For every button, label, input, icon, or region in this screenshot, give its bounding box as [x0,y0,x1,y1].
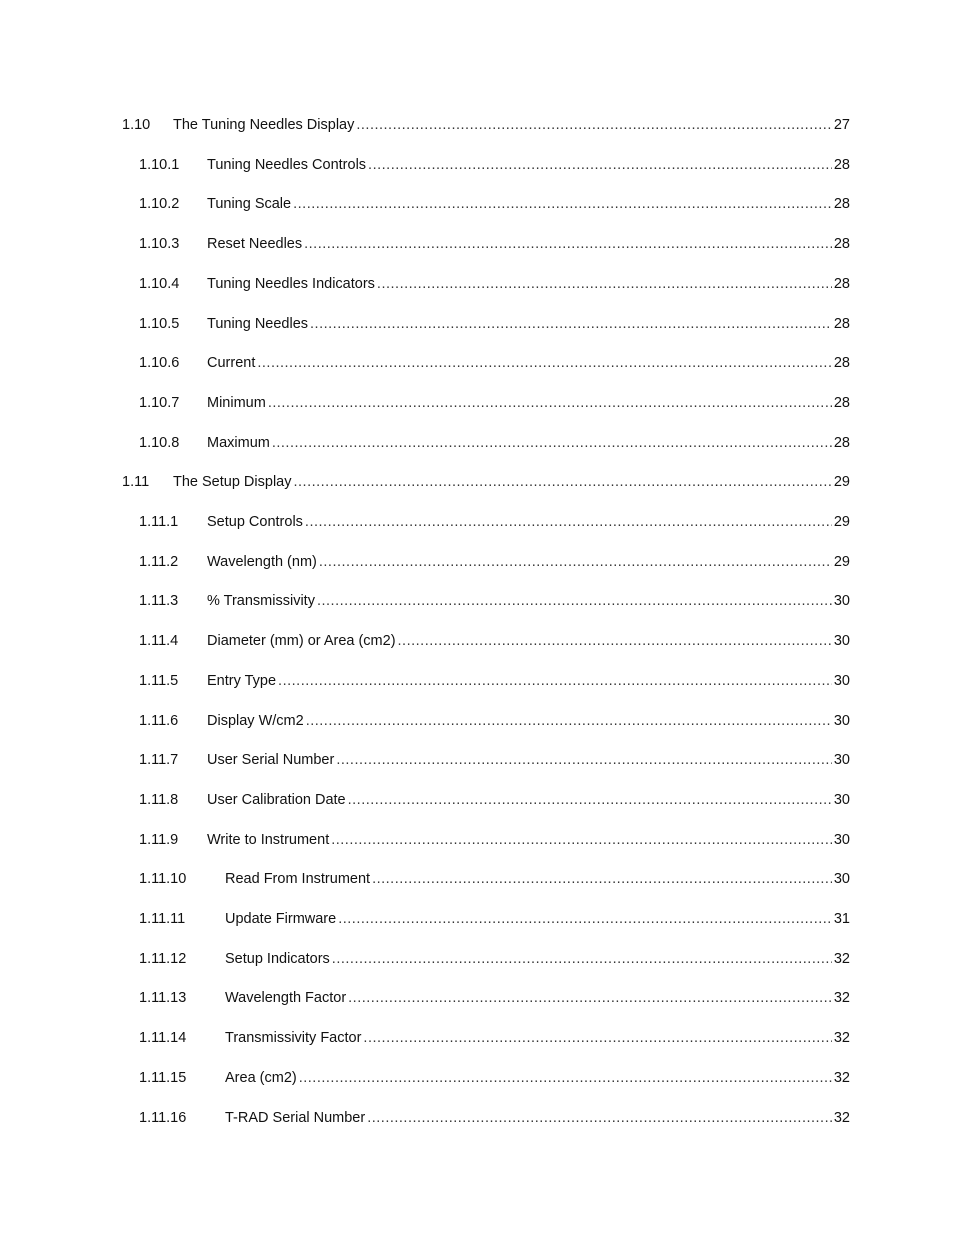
toc-entry[interactable] [0,947,954,971]
toc-entry-title: Read From Instrument [225,867,372,891]
toc-dot-leader [372,867,832,891]
toc-entry[interactable] [0,153,954,177]
toc-entry-line [207,510,850,534]
toc-entry[interactable] [0,1026,954,1050]
toc-entry-number: 1.11.15 [139,1069,187,1086]
toc-entry-page-number: 28 [833,275,850,292]
toc-dot-leader [338,907,832,931]
toc-dot-leader [398,629,832,653]
toc-entry-title: Write to Instrument [207,828,331,852]
toc-entry-title: The Setup Display [173,470,293,494]
toc-entry-page-number: 30 [833,672,850,689]
toc-entry-page-number: 27 [833,117,850,133]
toc-entry-line [225,1106,850,1130]
toc-entry[interactable] [0,828,954,852]
toc-entry-title: T-RAD Serial Number [225,1106,367,1130]
toc-dot-leader [278,669,832,693]
toc-entry-title: Tuning Needles [207,312,310,336]
toc-dot-leader [272,431,832,455]
toc-entry-page-number: 32 [833,990,850,1007]
toc-entry-line [207,391,850,415]
toc-entry-title: Wavelength Factor [225,986,348,1010]
toc-entry-number: 1.11.9 [139,831,179,848]
toc-entry-page-number: 28 [833,355,850,372]
toc-entry-line [207,550,850,574]
toc-entry-title: Wavelength (nm) [207,550,319,574]
toc-entry[interactable] [0,589,954,613]
toc-entry-line [225,1066,850,1090]
toc-entry-line [173,470,850,494]
toc-entry-number: 1.11.3 [139,593,179,610]
toc-entry[interactable] [0,113,954,137]
toc-entry-number: 1.10.4 [139,275,180,292]
toc-entry[interactable] [0,1066,954,1090]
toc-entry-page-number: 32 [833,1030,850,1047]
toc-entry-page-number: 28 [833,156,850,173]
toc-entry-page-number: 32 [833,1109,850,1126]
toc-entry-number: 1.10.7 [139,394,180,411]
toc-entry-line [207,828,850,852]
toc-entry[interactable] [0,431,954,455]
toc-entry-number: 1.10.8 [139,434,180,451]
toc-entry-number: 1.11.10 [139,871,187,888]
toc-entry-number: 1.11.2 [139,553,179,570]
toc-entry[interactable] [0,669,954,693]
toc-entry-number: 1.11.11 [139,911,186,927]
toc-entry-page-number: 28 [833,196,850,213]
toc-dot-leader [377,272,832,296]
toc-entry-title: Reset Needles [207,232,304,256]
toc-entry-page-number: 30 [833,752,850,769]
toc-entry[interactable] [0,748,954,772]
toc-entry-line [225,867,850,891]
toc-entry-title: Transmissivity Factor [225,1026,363,1050]
toc-entry-number: 1.10.1 [139,156,180,173]
toc-entry-title: Display W/cm2 [207,709,306,733]
toc-entry-number: 1.10.2 [139,196,180,213]
toc-entry-title: Entry Type [207,669,278,693]
toc-entry-line [173,113,850,137]
toc-entry-line [207,589,850,613]
toc-entry-title: Current [207,351,257,375]
toc-entry[interactable] [0,709,954,733]
toc-entry-line [207,272,850,296]
toc-entry-line [225,947,850,971]
toc-entry-title: Setup Indicators [225,947,332,971]
toc-entry[interactable] [0,351,954,375]
toc-entry-title: Tuning Needles Controls [207,153,368,177]
toc-entry[interactable] [0,510,954,534]
toc-entry-page-number: 30 [833,712,850,729]
toc-entry-line [207,709,850,733]
toc-entry-page-number: 29 [833,474,850,491]
toc-entry[interactable] [0,550,954,574]
toc-entry-title: % Transmissivity [207,589,317,613]
toc-entry-title: Minimum [207,391,268,415]
toc-entry[interactable] [0,907,954,931]
toc-entry-line [207,232,850,256]
toc-entry[interactable] [0,272,954,296]
toc-entry-number: 1.11.7 [139,752,179,769]
toc-entry-line [225,907,850,931]
toc-entry-page-number: 30 [833,831,850,848]
toc-entry-line [207,629,850,653]
toc-dot-leader [293,192,832,216]
toc-dot-leader [310,312,832,336]
toc-entry-line [207,788,850,812]
toc-entry-title: The Tuning Needles Display [173,113,356,137]
toc-entry-line [225,986,850,1010]
toc-entry-page-number: 29 [833,514,850,530]
toc-entry-title: Maximum [207,431,272,455]
toc-dot-leader [367,1106,832,1130]
toc-dot-leader [336,748,832,772]
toc-entry[interactable] [0,986,954,1010]
toc-entry-page-number: 30 [833,871,850,888]
toc-dot-leader [348,986,832,1010]
toc-entry-number: 1.11.5 [139,672,179,689]
toc-entry[interactable] [0,470,954,494]
toc-dot-leader [257,351,832,375]
toc-entry-number: 1.10.3 [139,236,180,253]
toc-dot-leader [319,550,832,574]
toc-entry-title: Tuning Scale [207,192,293,216]
toc-entry-number: 1.11.8 [139,791,179,808]
toc-entry-title: Setup Controls [207,510,305,534]
toc-entry-page-number: 32 [833,950,850,967]
toc-entry-title: User Serial Number [207,748,336,772]
toc-entry-title: Diameter (mm) or Area (cm2) [207,629,398,653]
toc-entry-number: 1.10 [122,117,151,133]
toc-entry-page-number: 28 [833,236,850,253]
toc-dot-leader [368,153,832,177]
toc-entry-line [207,312,850,336]
toc-entry[interactable] [0,192,954,216]
toc-entry[interactable] [0,867,954,891]
toc-entry-number: 1.11.6 [139,712,179,729]
toc-entry-number: 1.11.14 [139,1030,187,1047]
toc-entry-number: 1.11.1 [139,514,179,530]
toc-entry-line [207,192,850,216]
toc-dot-leader [306,709,832,733]
toc-dot-leader [305,510,832,534]
toc-entry[interactable] [0,312,954,336]
toc-entry-line [207,669,850,693]
toc-entry-page-number: 30 [833,593,850,610]
toc-entry[interactable] [0,788,954,812]
toc-entry-title: User Calibration Date [207,788,348,812]
toc-entry-number: 1.11.4 [139,633,179,650]
toc-dot-leader [304,232,832,256]
toc-entry-page-number: 28 [833,315,850,332]
toc-entry-number: 1.11.16 [139,1109,187,1126]
toc-entry-page-number: 30 [833,791,850,808]
toc-entry-title: Update Firmware [225,907,338,931]
toc-dot-leader [363,1026,831,1050]
toc-dot-leader [348,788,832,812]
toc-entry[interactable] [0,232,954,256]
toc-entry-line [207,431,850,455]
toc-dot-leader [356,113,832,137]
toc-entry-line [225,1026,850,1050]
toc-entry[interactable] [0,629,954,653]
toc-entry-page-number: 32 [833,1069,850,1086]
toc-dot-leader [332,947,832,971]
toc-dot-leader [331,828,832,852]
toc-entry-line [207,153,850,177]
toc-dot-leader [299,1066,832,1090]
toc-entry-number: 1.11.13 [139,990,187,1007]
toc-entry-page-number: 28 [833,394,850,411]
toc-entry-line [207,748,850,772]
toc-entry-title: Area (cm2) [225,1066,299,1090]
toc-entry-title: Tuning Needles Indicators [207,272,377,296]
toc-entry-number: 1.11.12 [139,950,187,967]
toc-entry-number: 1.10.5 [139,315,180,332]
toc-entry-page-number: 29 [833,553,850,570]
toc-entry-number: 1.11 [122,474,150,491]
toc-entry-number: 1.10.6 [139,355,180,372]
toc-dot-leader [293,470,831,494]
toc-dot-leader [317,589,832,613]
toc-entry-page-number: 28 [833,434,850,451]
toc-entry[interactable] [0,391,954,415]
toc-dot-leader [268,391,832,415]
toc-entry[interactable] [0,1106,954,1130]
toc-entry-page-number: 31 [833,911,850,927]
toc-entry-line [207,351,850,375]
toc-entry-page-number: 30 [833,633,850,650]
